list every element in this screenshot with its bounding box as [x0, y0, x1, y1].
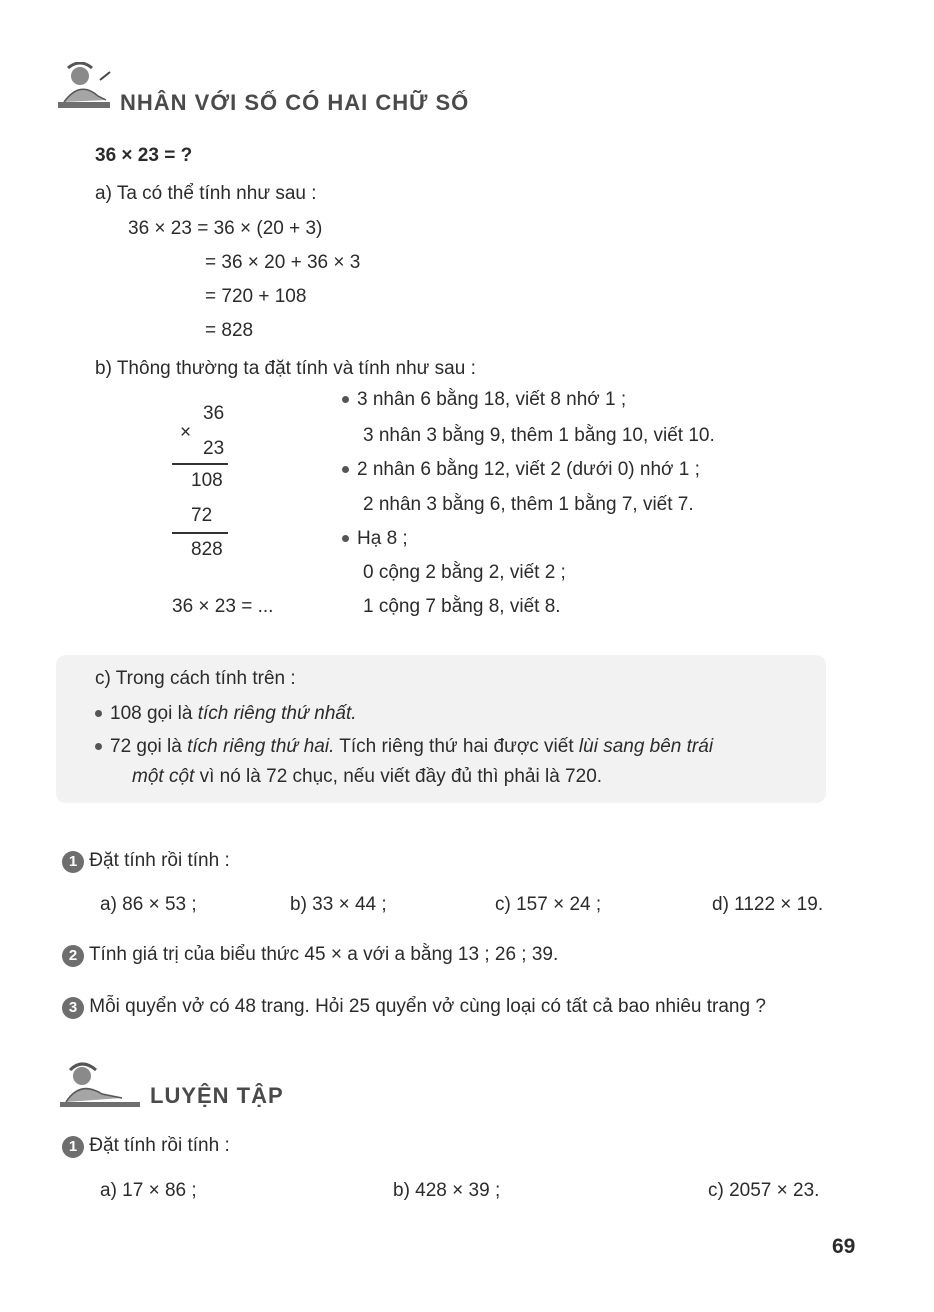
- exercise-item: b) 33 × 44 ;: [290, 894, 387, 915]
- part-a-line: 36 × 23 = 36 × (20 + 3): [128, 218, 323, 239]
- step-item: 2 nhân 3 bằng 6, thêm 1 bằng 7, viết 7.: [363, 494, 694, 515]
- section-title: LUYỆN TẬP: [150, 1083, 284, 1108]
- divider-line: [172, 463, 228, 465]
- exercise-item: c) 157 × 24 ;: [495, 894, 602, 915]
- part-a-line: = 36 × 20 + 36 × 3: [205, 252, 361, 273]
- note-item: 108 gọi là tích riêng thứ nhất.: [95, 703, 357, 725]
- note-item: 72 gọi là tích riêng thứ hai. Tích riêng thứ hai được viết lùi sang bên trái: [95, 736, 713, 758]
- exercise-item: d) 1122 × 19.: [712, 894, 824, 915]
- student-reading-icon: [56, 62, 114, 112]
- step-item: 2 nhân 6 bằng 12, viết 2 (dưới 0) nhớ 1 ;: [342, 459, 700, 481]
- student-writing-icon: [60, 1062, 142, 1110]
- part-a-line: = 720 + 108: [205, 286, 307, 307]
- equation-result: 36 × 23 = ...: [172, 596, 274, 617]
- part-c-label: c) Trong cách tính trên :: [95, 668, 296, 689]
- exercise-number: 1: [62, 851, 84, 873]
- bullet-icon: [342, 396, 349, 403]
- divider-line: [172, 532, 228, 534]
- exercise-item: a) 17 × 86 ;: [100, 1180, 197, 1201]
- final-result: 828: [191, 539, 223, 560]
- partial-product-2: 72: [191, 505, 213, 526]
- bullet-icon: [95, 743, 102, 750]
- exercise-2: 2 Tính giá trị của biểu thức 45 × a với a bằng 13 ; 26 ; 39.: [62, 944, 558, 967]
- step-item: 0 cộng 2 bằng 2, viết 2 ;: [363, 562, 566, 583]
- multiply-sign: ×: [180, 422, 192, 443]
- column-bottom-number: 23: [203, 438, 225, 459]
- exercise-1: 1 Đặt tính rồi tính :: [62, 1135, 230, 1158]
- exercise-3: 3 Mỗi quyển vở có 48 trang. Hỏi 25 quyển vở cùng loại có tất cả bao nhiêu trang ?: [62, 996, 766, 1019]
- exercise-item: c) 2057 × 23.: [708, 1180, 820, 1201]
- exercise-item: a) 86 × 53 ;: [100, 894, 197, 915]
- page-number: 69: [832, 1235, 856, 1258]
- step-item: 3 nhân 3 bằng 9, thêm 1 bằng 10, viết 10.: [363, 425, 715, 446]
- exercise-item: b) 428 × 39 ;: [393, 1180, 501, 1201]
- exercise-number: 3: [62, 997, 84, 1019]
- step-item: 1 cộng 7 bằng 8, viết 8.: [363, 596, 561, 617]
- part-b-label: b) Thông thường ta đặt tính và tính như sau :: [95, 358, 476, 379]
- section-title: NHÂN VỚI SỐ CÓ HAI CHỮ SỐ: [120, 90, 470, 115]
- step-item: 3 nhân 6 bằng 18, viết 8 nhớ 1 ;: [342, 389, 626, 411]
- part-a-line: = 828: [205, 320, 254, 341]
- part-a-label: a) Ta có thể tính như sau :: [95, 183, 317, 204]
- problem-statement: 36 × 23 = ?: [95, 145, 193, 166]
- bullet-icon: [342, 535, 349, 542]
- partial-product-1: 108: [191, 470, 223, 491]
- exercise-number: 1: [62, 1136, 84, 1158]
- bullet-icon: [342, 466, 349, 473]
- column-top-number: 36: [203, 403, 225, 424]
- exercise-number: 2: [62, 945, 84, 967]
- step-item: Hạ 8 ;: [342, 528, 408, 550]
- note-item-continued: một cột vì nó là 72 chục, nếu viết đầy đủ thì phải là 720.: [132, 766, 603, 787]
- exercise-1: 1 Đặt tính rồi tính :: [62, 850, 230, 873]
- bullet-icon: [95, 710, 102, 717]
